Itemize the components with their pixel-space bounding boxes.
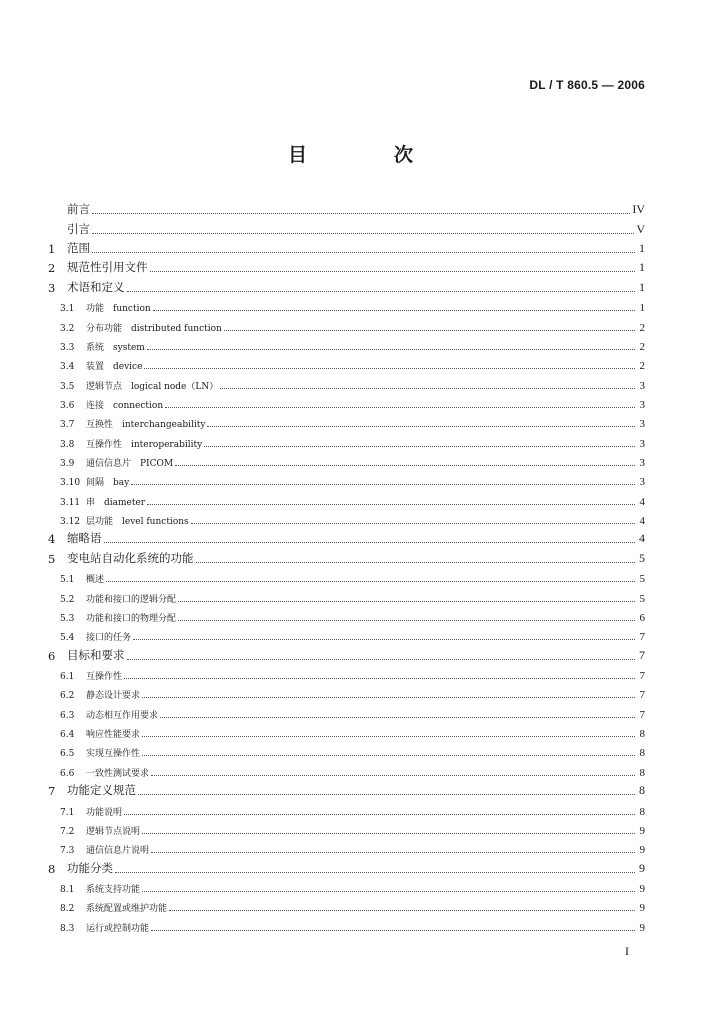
toc-entry[interactable] <box>48 353 645 372</box>
toc-entry[interactable] <box>48 895 645 914</box>
toc-entry-number: 3 <box>48 280 56 295</box>
toc-entry-page: 1 <box>639 302 645 315</box>
toc-entry-page: 8 <box>639 747 645 760</box>
toc-entry-label: 功能分类 <box>67 860 113 875</box>
toc-entry-label: 功能 function <box>86 304 151 315</box>
toc-entry-page: 4 <box>639 495 645 508</box>
toc-entry-label: 互操作性 <box>86 671 123 682</box>
toc-entry-page: 9 <box>639 844 645 857</box>
toc-entry-label: 接口的任务 <box>86 633 132 644</box>
toc-entry[interactable] <box>48 566 645 585</box>
toc-entry-number: 5.1 <box>60 575 75 586</box>
toc-entry-label: 逻辑节点说明 <box>86 826 141 837</box>
dot-leader <box>165 397 635 408</box>
toc-entry-number: 3.2 <box>60 323 75 334</box>
dot-leader <box>142 687 635 698</box>
dot-leader <box>175 455 635 466</box>
page-title: 目 次 <box>287 144 447 166</box>
toc-entry-number: 8.3 <box>60 923 75 934</box>
dot-leader <box>124 804 635 815</box>
toc-entry-label: 前言 <box>67 202 90 217</box>
dot-leader <box>127 649 636 660</box>
dot-leader <box>151 842 635 853</box>
toc-entry-page: 2 <box>639 340 645 353</box>
toc-entry-number: 3.1 <box>60 304 75 315</box>
toc-entry[interactable] <box>48 914 645 933</box>
dot-leader <box>153 300 635 311</box>
toc-entry-number: 3.6 <box>60 400 75 411</box>
table-of-contents <box>48 198 645 934</box>
toc-entry-number: 6.1 <box>60 671 75 682</box>
toc-entry[interactable] <box>48 469 645 488</box>
toc-entry-label: 互换性 interchangeability <box>86 420 206 431</box>
toc-entry-page: 7 <box>639 689 645 702</box>
toc-entry-label: 引言 <box>67 221 90 236</box>
toc-entry-number: 3.11 <box>60 497 81 508</box>
dot-leader <box>106 571 635 582</box>
toc-entry-number: 3.5 <box>60 381 75 392</box>
toc-entry-page: 2 <box>639 321 645 334</box>
toc-entry-number: 7.2 <box>60 826 75 837</box>
dot-leader <box>115 862 635 873</box>
toc-entry[interactable] <box>48 876 645 895</box>
toc-entry-label: 系统 system <box>86 342 145 353</box>
toc-entry-number: 7.1 <box>60 807 75 818</box>
toc-entry-number: 6.6 <box>60 768 75 779</box>
toc-entry-label: 规范性引用文件 <box>67 260 148 275</box>
toc-entry-page: 5 <box>639 550 645 565</box>
dot-leader <box>147 339 635 350</box>
toc-entry-label: 静态设计要求 <box>86 691 141 702</box>
dot-leader <box>191 513 635 524</box>
toc-entry-page: 6 <box>639 611 645 624</box>
toc-entry-label: 缩略语 <box>67 531 102 546</box>
toc-entry-label: 术语和定义 <box>67 279 125 294</box>
toc-entry[interactable] <box>48 430 645 449</box>
toc-entry-label: 实现互操作性 <box>86 749 141 760</box>
dot-leader <box>144 358 635 369</box>
toc-entry-number: 8.1 <box>60 884 75 895</box>
toc-entry-page: 3 <box>639 457 645 470</box>
toc-entry-page: 8 <box>639 805 645 818</box>
toc-entry[interactable] <box>48 759 645 778</box>
toc-entry-page: 2 <box>639 360 645 373</box>
toc-entry[interactable] <box>48 295 645 314</box>
toc-entry-page: 9 <box>639 824 645 837</box>
toc-entry[interactable] <box>48 663 645 682</box>
toc-entry[interactable] <box>48 605 645 624</box>
toc-entry-label: 目标和要求 <box>67 647 125 662</box>
toc-entry-page: 3 <box>639 437 645 450</box>
dot-leader <box>133 629 635 640</box>
toc-entry-label: 分布功能 distributed function <box>86 323 222 334</box>
toc-entry-page: 5 <box>639 592 645 605</box>
toc-entry[interactable] <box>48 372 645 391</box>
toc-entry-number: 5.3 <box>60 613 75 624</box>
toc-entry-number: 7.3 <box>60 846 75 857</box>
standard-code: DL / T 860.5 — 2006 <box>529 78 645 92</box>
toc-entry-label: 运行或控制功能 <box>86 923 150 934</box>
toc-entry-number: 4 <box>48 532 56 547</box>
toc-entry-number: 8 <box>48 861 56 876</box>
toc-entry-label: 系统配置或维护功能 <box>86 904 168 915</box>
toc-entry-page: 9 <box>639 921 645 934</box>
toc-entry-number: 3.12 <box>60 517 81 528</box>
page-number: I <box>625 944 629 958</box>
dot-leader <box>224 320 635 331</box>
toc-entry-number: 3.8 <box>60 439 75 450</box>
toc-entry-page: 9 <box>639 882 645 895</box>
toc-entry[interactable] <box>48 546 645 565</box>
dot-leader <box>131 474 635 485</box>
toc-entry[interactable] <box>48 682 645 701</box>
toc-entry[interactable] <box>48 450 645 469</box>
toc-entry-number: 6.3 <box>60 710 75 721</box>
toc-entry-number: 6.5 <box>60 749 75 760</box>
dot-leader <box>160 707 635 718</box>
toc-entry[interactable] <box>48 624 645 643</box>
dot-leader <box>142 881 635 892</box>
dot-leader <box>178 610 635 621</box>
toc-entry-label: 概述 <box>86 575 105 586</box>
toc-entry-label: 互操作性 interoperability <box>86 439 203 450</box>
toc-entry[interactable] <box>48 275 645 294</box>
toc-entry-label: 间隔 bay <box>86 478 130 489</box>
toc-entry[interactable] <box>48 779 645 798</box>
toc-entry-page: IV <box>632 202 645 217</box>
toc-entry-label: 功能和接口的物理分配 <box>86 613 177 624</box>
toc-entry-page: 8 <box>639 766 645 779</box>
toc-entry-number: 6.2 <box>60 691 75 702</box>
toc-entry-label: 通信信息片说明 <box>86 846 150 857</box>
toc-entry-label: 响应性能要求 <box>86 730 141 741</box>
dot-leader <box>220 378 635 389</box>
toc-entry[interactable] <box>48 818 645 837</box>
toc-entry-number: 3.9 <box>60 459 75 470</box>
toc-entry[interactable] <box>48 721 645 740</box>
toc-entry-page: 5 <box>639 573 645 586</box>
toc-entry-page: 1 <box>639 279 645 294</box>
toc-entry[interactable] <box>48 856 645 875</box>
toc-entry-label: 功能定义规范 <box>67 783 136 798</box>
toc-entry[interactable] <box>48 314 645 333</box>
toc-entry-page: 4 <box>639 515 645 528</box>
dot-leader <box>142 745 635 756</box>
toc-entry[interactable] <box>48 217 645 236</box>
toc-entry-number: 3.10 <box>60 478 81 489</box>
toc-entry-number: 5.4 <box>60 633 75 644</box>
toc-entry[interactable] <box>48 837 645 856</box>
toc-entry[interactable] <box>48 237 645 256</box>
toc-entry-page: 7 <box>639 669 645 682</box>
toc-entry-number: 5.2 <box>60 594 75 605</box>
toc-entry-page: 3 <box>639 418 645 431</box>
toc-entry-page: 3 <box>639 476 645 489</box>
toc-entry-label: 逻辑节点 logical node（LN） <box>86 381 219 392</box>
dot-leader <box>147 494 635 505</box>
toc-entry-number: 3.4 <box>60 362 75 373</box>
toc-entry[interactable] <box>48 411 645 430</box>
toc-entry-page: 1 <box>639 241 645 256</box>
dot-leader <box>142 823 635 834</box>
toc-entry-label: 变电站自动化系统的功能 <box>67 550 194 565</box>
toc-entry-page: 8 <box>639 728 645 741</box>
toc-entry[interactable] <box>48 740 645 759</box>
dot-leader <box>150 261 636 272</box>
toc-entry-page: 7 <box>639 631 645 644</box>
toc-entry-label: 系统支持功能 <box>86 884 141 895</box>
toc-entry[interactable] <box>48 643 645 662</box>
dot-leader <box>127 281 636 292</box>
toc-entry-label: 通信信息片 PICOM <box>86 459 174 470</box>
dot-leader <box>178 591 635 602</box>
toc-entry-page: 3 <box>639 379 645 392</box>
toc-entry-number: 3.7 <box>60 420 75 431</box>
toc-entry-label: 功能说明 <box>86 807 123 818</box>
toc-entry[interactable] <box>48 508 645 527</box>
dot-leader <box>204 436 635 447</box>
toc-entry-label: 功能和接口的逻辑分配 <box>86 594 177 605</box>
dot-leader <box>196 552 636 563</box>
toc-entry-page: 4 <box>639 531 645 546</box>
toc-entry-label: 装置 device <box>86 362 143 373</box>
toc-entry-number: 6.4 <box>60 730 75 741</box>
toc-entry-page: 9 <box>639 902 645 915</box>
toc-entry-page: 9 <box>639 860 645 875</box>
toc-entry[interactable] <box>48 527 645 546</box>
dot-leader <box>151 920 635 931</box>
dot-leader <box>92 242 635 253</box>
toc-entry-page: 1 <box>639 260 645 275</box>
toc-entry[interactable] <box>48 701 645 720</box>
dot-leader <box>92 223 634 234</box>
toc-entry-label: 连接 connection <box>86 400 164 411</box>
toc-entry-label: 范围 <box>67 241 90 256</box>
toc-entry-page: V <box>636 221 645 236</box>
toc-entry[interactable] <box>48 798 645 817</box>
dot-leader <box>104 532 636 543</box>
toc-entry-page: 7 <box>639 647 645 662</box>
toc-entry-number: 6 <box>48 648 56 663</box>
toc-entry-page: 7 <box>639 708 645 721</box>
toc-entry[interactable] <box>48 256 645 275</box>
dot-leader <box>207 416 635 427</box>
dot-leader <box>169 900 635 911</box>
toc-entry-label: 串 diameter <box>86 497 146 508</box>
toc-entry-number: 8.2 <box>60 904 75 915</box>
toc-entry-number: 1 <box>48 242 56 257</box>
toc-entry-number: 5 <box>48 551 56 566</box>
toc-entry[interactable] <box>48 392 645 411</box>
dot-leader <box>138 784 635 795</box>
toc-entry[interactable] <box>48 585 645 604</box>
toc-entry-label: 动态相互作用要求 <box>86 710 159 721</box>
toc-entry-label: 层功能 level functions <box>86 517 189 528</box>
toc-entry-page: 8 <box>639 783 645 798</box>
dot-leader <box>151 765 635 776</box>
toc-entry-number: 3.3 <box>60 342 75 353</box>
toc-entry-number: 7 <box>48 784 56 799</box>
toc-entry[interactable] <box>48 198 645 217</box>
toc-entry-label: 一致性测试要求 <box>86 768 150 779</box>
dot-leader <box>142 726 635 737</box>
toc-entry[interactable] <box>48 488 645 507</box>
toc-entry[interactable] <box>48 334 645 353</box>
toc-entry-page: 3 <box>639 398 645 411</box>
toc-entry-number: 2 <box>48 261 56 276</box>
dot-leader <box>92 203 630 214</box>
dot-leader <box>124 668 635 679</box>
